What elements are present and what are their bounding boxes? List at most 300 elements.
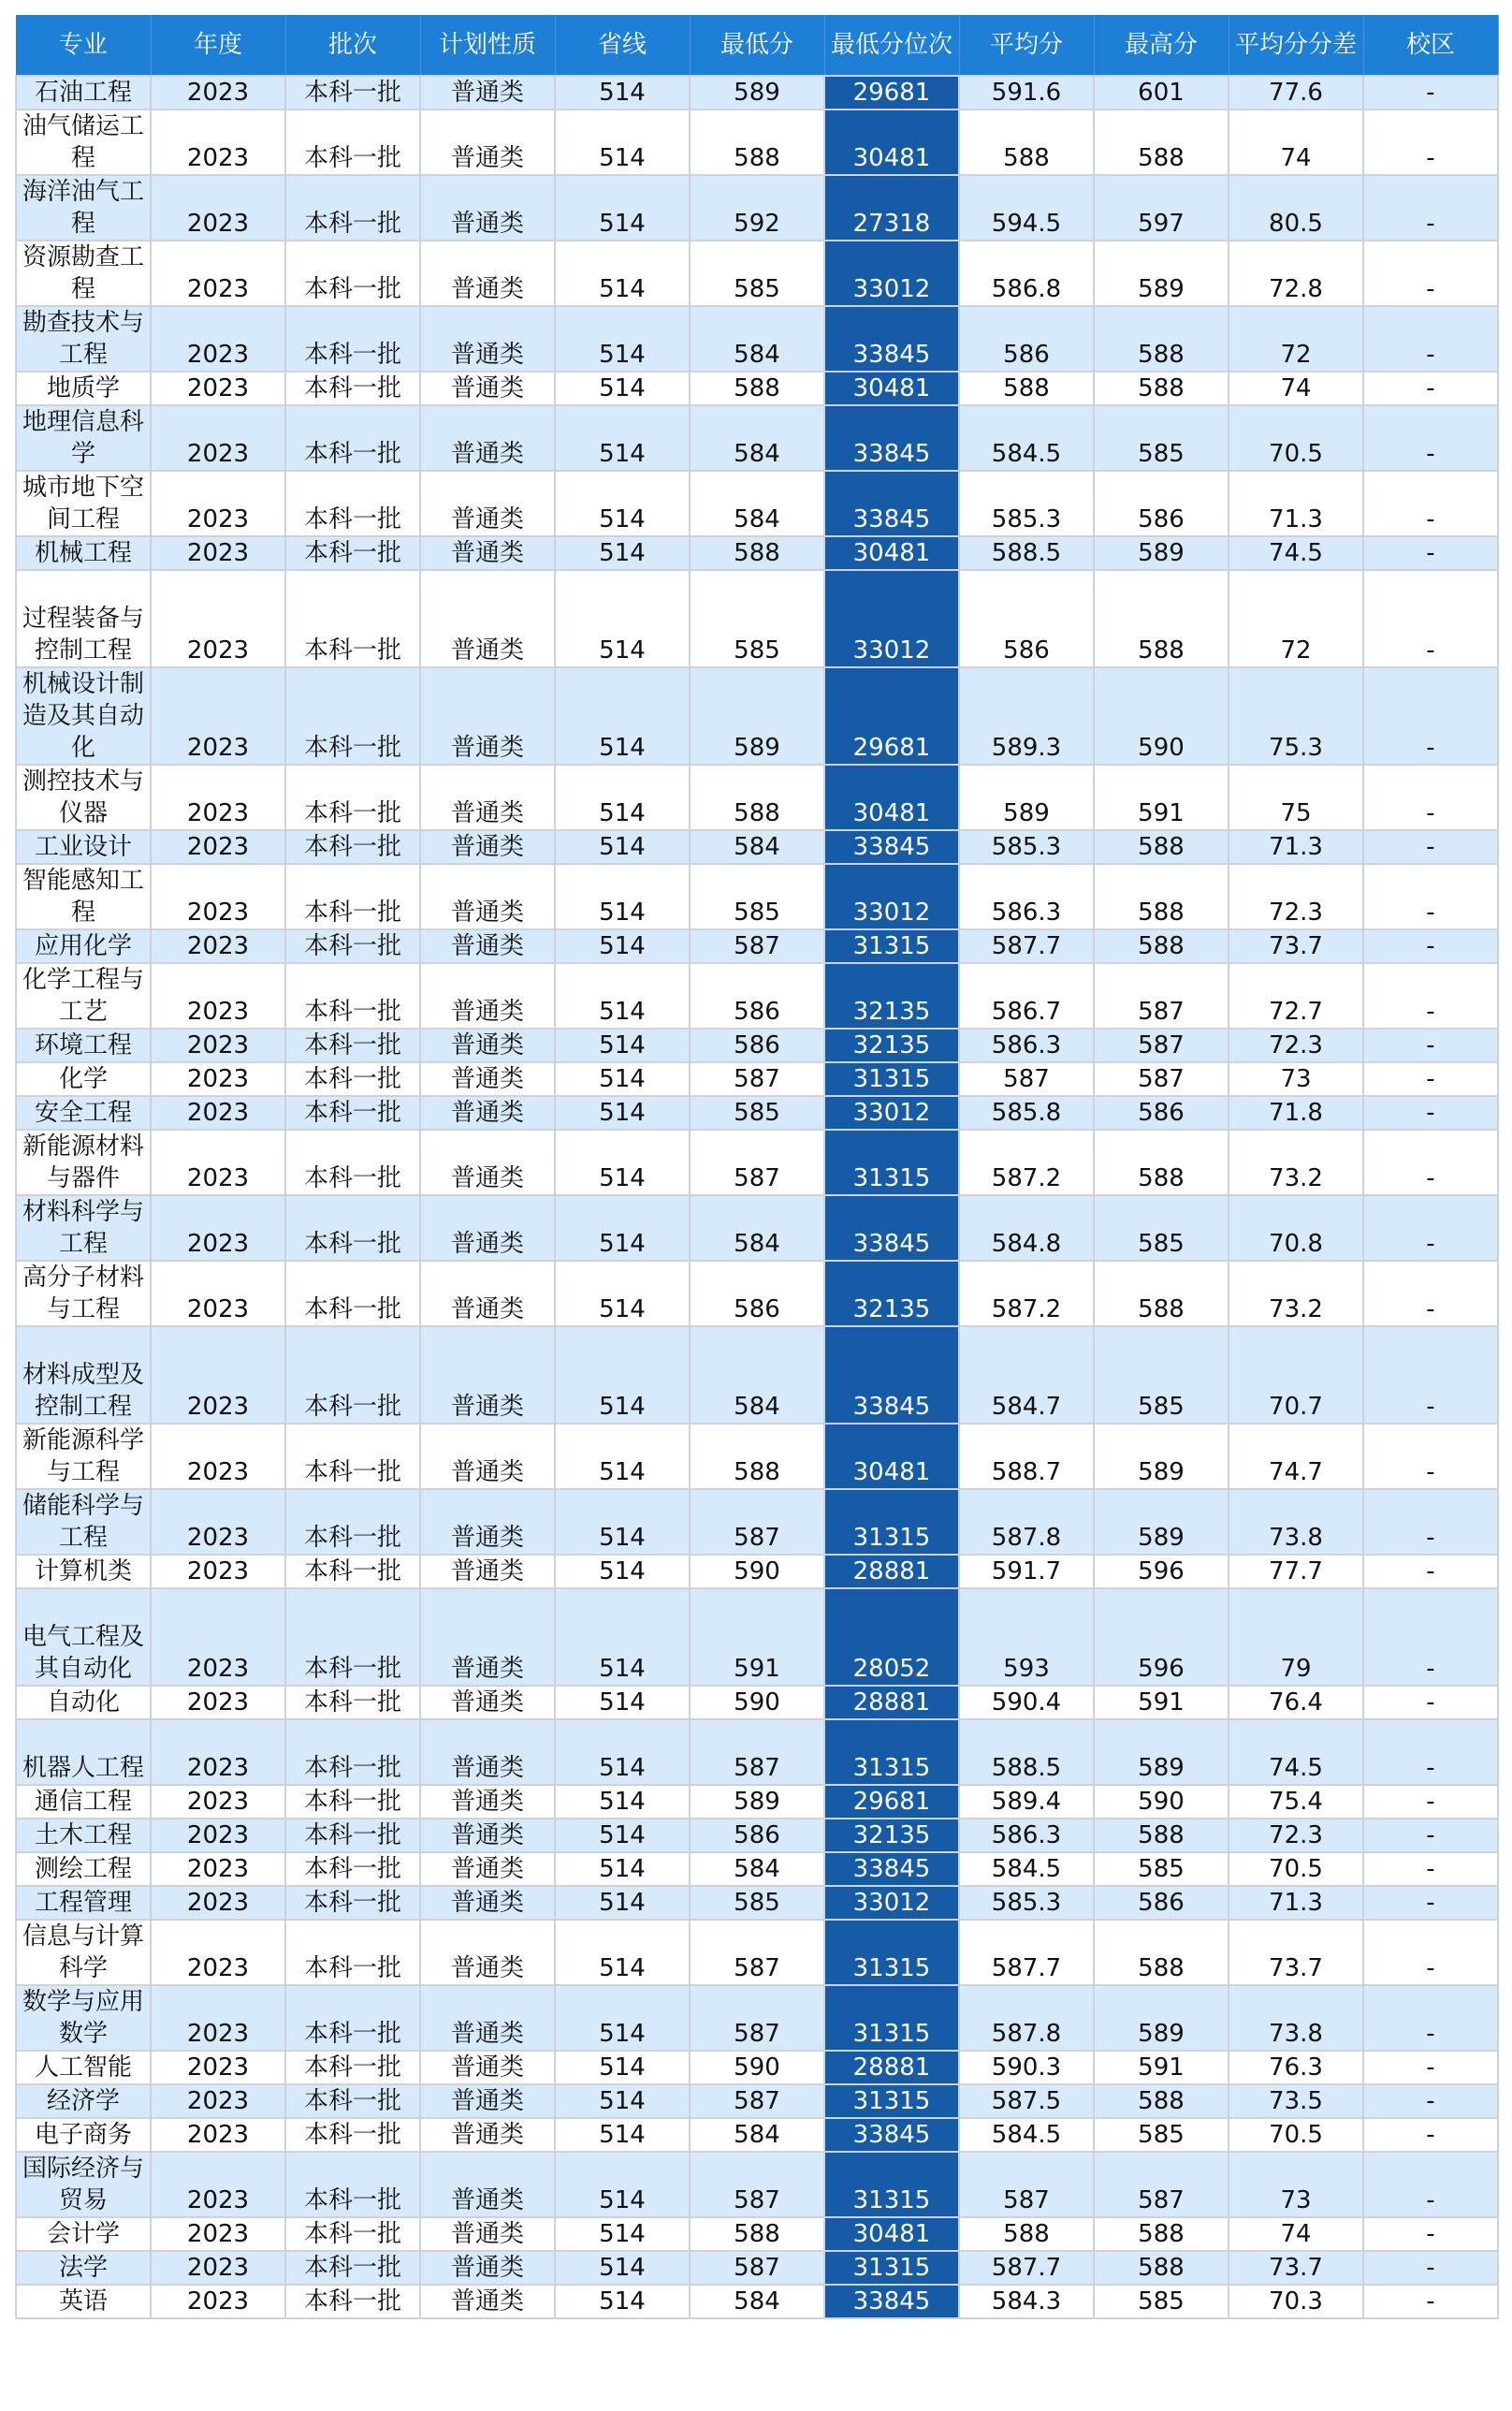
plan-type-cell: 普通类	[420, 2152, 555, 2217]
plan-type-cell: 普通类	[420, 1261, 555, 1326]
provincial-line-cell: 514	[555, 1785, 690, 1819]
min-rank-cell: 33845	[824, 405, 959, 471]
header-year[interactable]: 年度	[151, 15, 285, 76]
plan-type-cell: 普通类	[420, 1029, 555, 1062]
header-avg-diff[interactable]: 平均分分差	[1228, 15, 1363, 76]
max-score-cell: 596	[1094, 1588, 1228, 1686]
campus-cell: -	[1363, 667, 1498, 765]
min-score-cell: 584	[690, 1326, 824, 1424]
year-cell: 2023	[151, 830, 285, 864]
min-rank-cell: 33845	[824, 2118, 959, 2152]
year-cell: 2023	[151, 1588, 285, 1686]
campus-cell: -	[1363, 76, 1498, 110]
min-score-cell: 584	[690, 2285, 824, 2318]
min-score-cell: 589	[690, 1785, 824, 1819]
provincial-line-cell: 514	[555, 536, 690, 570]
campus-cell: -	[1363, 2051, 1498, 2084]
max-score-cell: 589	[1094, 241, 1228, 306]
batch-cell: 本科一批	[285, 1555, 420, 1588]
avg-diff-cell: 70.8	[1228, 1195, 1363, 1261]
max-score-cell: 588	[1094, 2251, 1228, 2285]
batch-cell: 本科一批	[285, 471, 420, 536]
header-plan-type[interactable]: 计划性质	[420, 15, 555, 76]
min-score-cell: 587	[690, 2251, 824, 2285]
major-cell: 应用化学	[16, 929, 151, 963]
min-rank-cell: 31315	[824, 2152, 959, 2217]
avg-score-cell: 585.3	[959, 830, 1094, 864]
plan-type-cell: 普通类	[420, 241, 555, 306]
year-cell: 2023	[151, 570, 285, 667]
major-cell: 会计学	[16, 2217, 151, 2251]
min-rank-cell: 33012	[824, 1096, 959, 1130]
campus-cell: -	[1363, 471, 1498, 536]
avg-diff-cell: 73.7	[1228, 1920, 1363, 1985]
min-score-cell: 588	[690, 765, 824, 830]
major-cell: 资源勘查工程	[16, 241, 151, 306]
avg-diff-cell: 73.2	[1228, 1130, 1363, 1195]
table-row	[16, 1985, 1498, 2051]
campus-cell: -	[1363, 1852, 1498, 1886]
batch-cell: 本科一批	[285, 1424, 420, 1489]
avg-score-cell: 587.7	[959, 1920, 1094, 1985]
major-cell: 油气储运工程	[16, 110, 151, 175]
plan-type-cell: 普通类	[420, 830, 555, 864]
major-cell: 环境工程	[16, 1029, 151, 1062]
avg-score-cell: 588	[959, 2217, 1094, 2251]
batch-cell: 本科一批	[285, 175, 420, 241]
avg-diff-cell: 72.3	[1228, 864, 1363, 929]
avg-score-cell: 584.5	[959, 2118, 1094, 2152]
avg-score-cell: 586.3	[959, 1819, 1094, 1852]
batch-cell: 本科一批	[285, 1785, 420, 1819]
plan-type-cell: 普通类	[420, 471, 555, 536]
plan-type-cell: 普通类	[420, 1852, 555, 1886]
min-rank-cell: 32135	[824, 1819, 959, 1852]
header-min-score[interactable]: 最低分	[690, 15, 824, 76]
provincial-line-cell: 514	[555, 2217, 690, 2251]
min-score-cell: 586	[690, 963, 824, 1029]
min-rank-cell: 33012	[824, 864, 959, 929]
avg-diff-cell: 73.7	[1228, 2251, 1363, 2285]
plan-type-cell: 普通类	[420, 1096, 555, 1130]
campus-cell: -	[1363, 1920, 1498, 1985]
table-row	[16, 1261, 1498, 1326]
batch-cell: 本科一批	[285, 1489, 420, 1555]
campus-cell: -	[1363, 864, 1498, 929]
min-score-cell: 589	[690, 667, 824, 765]
major-cell: 高分子材料与工程	[16, 1261, 151, 1326]
max-score-cell: 591	[1094, 2051, 1228, 2084]
campus-cell: -	[1363, 1261, 1498, 1326]
max-score-cell: 589	[1094, 1985, 1228, 2051]
min-rank-cell: 33012	[824, 241, 959, 306]
avg-diff-cell: 70.5	[1228, 2118, 1363, 2152]
avg-diff-cell: 72.3	[1228, 1029, 1363, 1062]
year-cell: 2023	[151, 1062, 285, 1096]
year-cell: 2023	[151, 110, 285, 175]
table-row	[16, 1555, 1498, 1588]
major-cell: 地质学	[16, 372, 151, 405]
batch-cell: 本科一批	[285, 1195, 420, 1261]
avg-score-cell: 591.7	[959, 1555, 1094, 1588]
plan-type-cell: 普通类	[420, 570, 555, 667]
table-row	[16, 830, 1498, 864]
max-score-cell: 589	[1094, 1489, 1228, 1555]
avg-score-cell: 587.2	[959, 1130, 1094, 1195]
table-row	[16, 175, 1498, 241]
campus-cell: -	[1363, 765, 1498, 830]
table-row	[16, 2152, 1498, 2217]
max-score-cell: 588	[1094, 1819, 1228, 1852]
batch-cell: 本科一批	[285, 2084, 420, 2118]
year-cell: 2023	[151, 2217, 285, 2251]
min-rank-cell: 32135	[824, 1261, 959, 1326]
min-rank-cell: 33845	[824, 1852, 959, 1886]
min-rank-cell: 31315	[824, 2084, 959, 2118]
plan-type-cell: 普通类	[420, 2217, 555, 2251]
avg-score-cell: 587.7	[959, 929, 1094, 963]
max-score-cell: 591	[1094, 765, 1228, 830]
provincial-line-cell: 514	[555, 372, 690, 405]
avg-score-cell: 586.3	[959, 864, 1094, 929]
major-cell: 新能源材料与器件	[16, 1130, 151, 1195]
table-row	[16, 1062, 1498, 1096]
campus-cell: -	[1363, 1489, 1498, 1555]
header-campus[interactable]: 校区	[1363, 15, 1498, 76]
avg-score-cell: 586	[959, 306, 1094, 372]
provincial-line-cell: 514	[555, 1424, 690, 1489]
provincial-line-cell: 514	[555, 306, 690, 372]
year-cell: 2023	[151, 1424, 285, 1489]
campus-cell: -	[1363, 963, 1498, 1029]
campus-cell: -	[1363, 306, 1498, 372]
max-score-cell: 588	[1094, 2217, 1228, 2251]
batch-cell: 本科一批	[285, 76, 420, 110]
table-row	[16, 1424, 1498, 1489]
batch-cell: 本科一批	[285, 2285, 420, 2318]
batch-cell: 本科一批	[285, 1886, 420, 1920]
min-score-cell: 588	[690, 2217, 824, 2251]
batch-cell: 本科一批	[285, 1096, 420, 1130]
avg-diff-cell: 72	[1228, 570, 1363, 667]
header-major[interactable]: 专业	[16, 15, 151, 76]
avg-diff-cell: 74.7	[1228, 1424, 1363, 1489]
min-rank-cell: 31315	[824, 1920, 959, 1985]
min-score-cell: 592	[690, 175, 824, 241]
major-cell: 信息与计算科学	[16, 1920, 151, 1985]
table-row	[16, 471, 1498, 536]
year-cell: 2023	[151, 1852, 285, 1886]
min-rank-cell: 33845	[824, 2285, 959, 2318]
table-row	[16, 765, 1498, 830]
header-avg-score[interactable]: 平均分	[959, 15, 1094, 76]
avg-score-cell: 586	[959, 570, 1094, 667]
min-score-cell: 584	[690, 830, 824, 864]
avg-diff-cell: 71.8	[1228, 1096, 1363, 1130]
plan-type-cell: 普通类	[420, 864, 555, 929]
min-score-cell: 590	[690, 1686, 824, 1719]
max-score-cell: 590	[1094, 1785, 1228, 1819]
provincial-line-cell: 514	[555, 405, 690, 471]
max-score-cell: 587	[1094, 1029, 1228, 1062]
major-cell: 测控技术与仪器	[16, 765, 151, 830]
min-rank-cell: 32135	[824, 963, 959, 1029]
table-row	[16, 241, 1498, 306]
max-score-cell: 585	[1094, 1326, 1228, 1424]
max-score-cell: 587	[1094, 963, 1228, 1029]
campus-cell: -	[1363, 2285, 1498, 2318]
min-score-cell: 589	[690, 76, 824, 110]
avg-diff-cell: 70.5	[1228, 1852, 1363, 1886]
avg-score-cell: 590.3	[959, 2051, 1094, 2084]
table-body	[16, 76, 1498, 2318]
provincial-line-cell: 514	[555, 1555, 690, 1588]
table-row	[16, 2251, 1498, 2285]
year-cell: 2023	[151, 929, 285, 963]
min-rank-cell: 30481	[824, 536, 959, 570]
table-row	[16, 2285, 1498, 2318]
avg-diff-cell: 74.5	[1228, 1719, 1363, 1785]
min-score-cell: 587	[690, 1130, 824, 1195]
avg-diff-cell: 75	[1228, 765, 1363, 830]
year-cell: 2023	[151, 1819, 285, 1852]
min-rank-cell: 27318	[824, 175, 959, 241]
max-score-cell: 586	[1094, 1886, 1228, 1920]
major-cell: 安全工程	[16, 1096, 151, 1130]
year-cell: 2023	[151, 2251, 285, 2285]
campus-cell: -	[1363, 175, 1498, 241]
plan-type-cell: 普通类	[420, 765, 555, 830]
campus-cell: -	[1363, 1130, 1498, 1195]
avg-score-cell: 585.3	[959, 1886, 1094, 1920]
plan-type-cell: 普通类	[420, 1489, 555, 1555]
min-score-cell: 587	[690, 2152, 824, 2217]
max-score-cell: 588	[1094, 306, 1228, 372]
max-score-cell: 588	[1094, 1920, 1228, 1985]
min-rank-cell: 29681	[824, 76, 959, 110]
header-provincial-line[interactable]: 省线	[555, 15, 690, 76]
provincial-line-cell: 514	[555, 1195, 690, 1261]
table-row	[16, 1686, 1498, 1719]
table-row	[16, 1819, 1498, 1852]
table-row	[16, 1785, 1498, 1819]
max-score-cell: 588	[1094, 372, 1228, 405]
min-score-cell: 587	[690, 929, 824, 963]
batch-cell: 本科一批	[285, 536, 420, 570]
campus-cell: -	[1363, 1819, 1498, 1852]
avg-score-cell: 587.8	[959, 1985, 1094, 2051]
avg-diff-cell: 74.5	[1228, 536, 1363, 570]
header-batch[interactable]: 批次	[285, 15, 420, 76]
avg-diff-cell: 74	[1228, 110, 1363, 175]
provincial-line-cell: 514	[555, 1985, 690, 2051]
avg-score-cell: 586.8	[959, 241, 1094, 306]
major-cell: 材料科学与工程	[16, 1195, 151, 1261]
table-row	[16, 1719, 1498, 1785]
min-score-cell: 588	[690, 1424, 824, 1489]
min-score-cell: 585	[690, 1886, 824, 1920]
plan-type-cell: 普通类	[420, 2084, 555, 2118]
min-rank-cell: 28881	[824, 1686, 959, 1719]
min-rank-cell: 29681	[824, 667, 959, 765]
batch-cell: 本科一批	[285, 929, 420, 963]
avg-diff-cell: 71.3	[1228, 471, 1363, 536]
batch-cell: 本科一批	[285, 1062, 420, 1096]
max-score-cell: 586	[1094, 1096, 1228, 1130]
provincial-line-cell: 514	[555, 1852, 690, 1886]
plan-type-cell: 普通类	[420, 1555, 555, 1588]
min-rank-cell: 30481	[824, 765, 959, 830]
major-cell: 化学工程与工艺	[16, 963, 151, 1029]
year-cell: 2023	[151, 241, 285, 306]
batch-cell: 本科一批	[285, 2217, 420, 2251]
table-row	[16, 1326, 1498, 1424]
min-score-cell: 587	[690, 1062, 824, 1096]
min-rank-cell: 31315	[824, 1062, 959, 1096]
provincial-line-cell: 514	[555, 1029, 690, 1062]
plan-type-cell: 普通类	[420, 963, 555, 1029]
provincial-line-cell: 514	[555, 2152, 690, 2217]
batch-cell: 本科一批	[285, 1588, 420, 1686]
batch-cell: 本科一批	[285, 2152, 420, 2217]
major-cell: 海洋油气工程	[16, 175, 151, 241]
max-score-cell: 588	[1094, 864, 1228, 929]
provincial-line-cell: 514	[555, 1130, 690, 1195]
max-score-cell: 588	[1094, 2084, 1228, 2118]
header-max-score[interactable]: 最高分	[1094, 15, 1228, 76]
min-rank-cell: 33845	[824, 830, 959, 864]
table-row	[16, 306, 1498, 372]
plan-type-cell: 普通类	[420, 929, 555, 963]
plan-type-cell: 普通类	[420, 1588, 555, 1686]
max-score-cell: 596	[1094, 1555, 1228, 1588]
avg-score-cell: 587	[959, 1062, 1094, 1096]
batch-cell: 本科一批	[285, 830, 420, 864]
table-row	[16, 1489, 1498, 1555]
min-rank-cell: 31315	[824, 1719, 959, 1785]
year-cell: 2023	[151, 76, 285, 110]
major-cell: 机械工程	[16, 536, 151, 570]
avg-score-cell: 584.5	[959, 405, 1094, 471]
min-score-cell: 584	[690, 471, 824, 536]
provincial-line-cell: 514	[555, 1920, 690, 1985]
batch-cell: 本科一批	[285, 1261, 420, 1326]
table-row	[16, 2084, 1498, 2118]
avg-score-cell: 594.5	[959, 175, 1094, 241]
plan-type-cell: 普通类	[420, 1886, 555, 1920]
min-score-cell: 587	[690, 1985, 824, 2051]
header-min-rank[interactable]: 最低分位次	[824, 15, 959, 76]
avg-diff-cell: 71.3	[1228, 1886, 1363, 1920]
provincial-line-cell: 514	[555, 110, 690, 175]
avg-diff-cell: 71.3	[1228, 830, 1363, 864]
plan-type-cell: 普通类	[420, 2285, 555, 2318]
plan-type-cell: 普通类	[420, 2118, 555, 2152]
min-score-cell: 588	[690, 372, 824, 405]
provincial-line-cell: 514	[555, 76, 690, 110]
max-score-cell: 588	[1094, 110, 1228, 175]
avg-score-cell: 588.7	[959, 1424, 1094, 1489]
campus-cell: -	[1363, 1062, 1498, 1096]
year-cell: 2023	[151, 1489, 285, 1555]
max-score-cell: 585	[1094, 1195, 1228, 1261]
campus-cell: -	[1363, 2217, 1498, 2251]
campus-cell: -	[1363, 1029, 1498, 1062]
min-score-cell: 584	[690, 1852, 824, 1886]
table-row	[16, 372, 1498, 405]
avg-score-cell: 587.8	[959, 1489, 1094, 1555]
table-row	[16, 929, 1498, 963]
max-score-cell: 587	[1094, 2152, 1228, 2217]
provincial-line-cell: 514	[555, 1489, 690, 1555]
avg-diff-cell: 73	[1228, 1062, 1363, 1096]
major-cell: 石油工程	[16, 76, 151, 110]
major-cell: 智能感知工程	[16, 864, 151, 929]
provincial-line-cell: 514	[555, 864, 690, 929]
max-score-cell: 589	[1094, 536, 1228, 570]
provincial-line-cell: 514	[555, 1062, 690, 1096]
avg-score-cell: 593	[959, 1588, 1094, 1686]
max-score-cell: 585	[1094, 1852, 1228, 1886]
plan-type-cell: 普通类	[420, 372, 555, 405]
campus-cell: -	[1363, 2084, 1498, 2118]
batch-cell: 本科一批	[285, 864, 420, 929]
major-cell: 材料成型及控制工程	[16, 1326, 151, 1424]
avg-score-cell: 591.6	[959, 76, 1094, 110]
major-cell: 新能源科学与工程	[16, 1424, 151, 1489]
plan-type-cell: 普通类	[420, 1326, 555, 1424]
avg-score-cell: 584.7	[959, 1326, 1094, 1424]
avg-score-cell: 588.5	[959, 536, 1094, 570]
plan-type-cell: 普通类	[420, 76, 555, 110]
major-cell: 数学与应用数学	[16, 1985, 151, 2051]
avg-score-cell: 588	[959, 372, 1094, 405]
major-cell: 勘查技术与工程	[16, 306, 151, 372]
major-cell: 城市地下空间工程	[16, 471, 151, 536]
avg-score-cell: 587.2	[959, 1261, 1094, 1326]
min-rank-cell: 28881	[824, 1555, 959, 1588]
min-score-cell: 586	[690, 1029, 824, 1062]
avg-score-cell: 586.7	[959, 963, 1094, 1029]
batch-cell: 本科一批	[285, 110, 420, 175]
max-score-cell: 585	[1094, 2118, 1228, 2152]
campus-cell: -	[1363, 1326, 1498, 1424]
provincial-line-cell: 514	[555, 2251, 690, 2285]
year-cell: 2023	[151, 1326, 285, 1424]
avg-diff-cell: 72.8	[1228, 241, 1363, 306]
min-rank-cell: 28052	[824, 1588, 959, 1686]
batch-cell: 本科一批	[285, 570, 420, 667]
max-score-cell: 601	[1094, 76, 1228, 110]
max-score-cell: 588	[1094, 570, 1228, 667]
table-row	[16, 2217, 1498, 2251]
avg-score-cell: 585.8	[959, 1096, 1094, 1130]
min-score-cell: 586	[690, 1819, 824, 1852]
major-cell: 储能科学与工程	[16, 1489, 151, 1555]
avg-diff-cell: 72	[1228, 306, 1363, 372]
batch-cell: 本科一批	[285, 1686, 420, 1719]
min-score-cell: 590	[690, 2051, 824, 2084]
batch-cell: 本科一批	[285, 306, 420, 372]
year-cell: 2023	[151, 1785, 285, 1819]
year-cell: 2023	[151, 2084, 285, 2118]
year-cell: 2023	[151, 1920, 285, 1985]
min-rank-cell: 32135	[824, 1029, 959, 1062]
min-score-cell: 584	[690, 306, 824, 372]
year-cell: 2023	[151, 1686, 285, 1719]
year-cell: 2023	[151, 1719, 285, 1785]
plan-type-cell: 普通类	[420, 1920, 555, 1985]
